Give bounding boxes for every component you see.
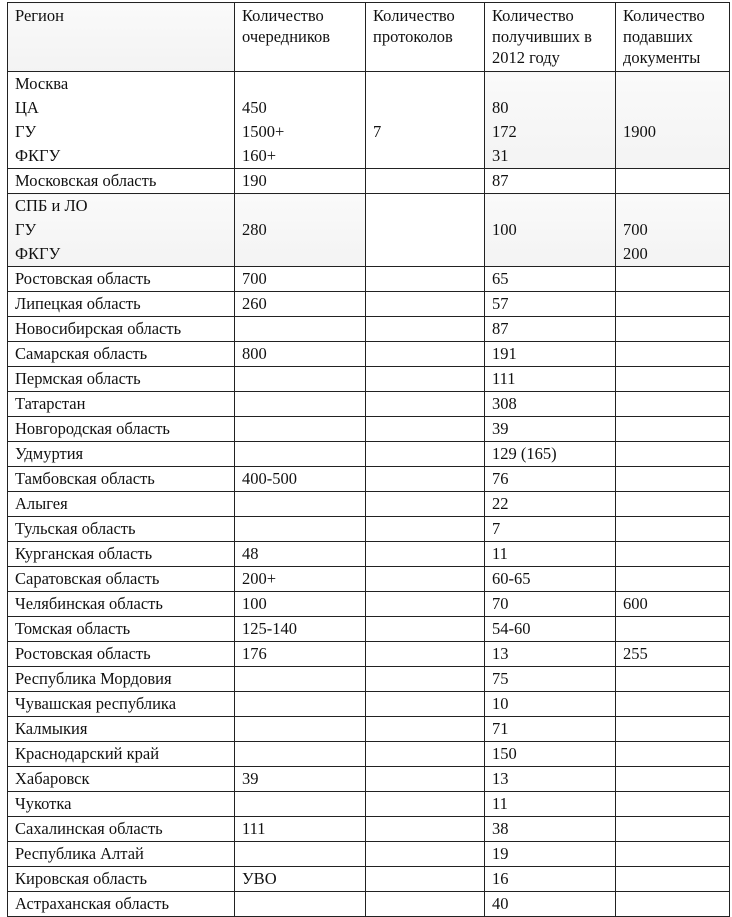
received-cell: 13 xyxy=(485,642,616,667)
queue-cell: 200+ xyxy=(235,567,366,592)
table-row xyxy=(8,792,730,817)
table-row xyxy=(8,617,730,642)
protocols-cell xyxy=(366,842,485,867)
received-cell: 191 xyxy=(485,342,616,367)
received-value: 172 xyxy=(492,122,517,141)
table-row xyxy=(8,767,730,792)
queue-cell xyxy=(235,667,366,692)
protocols-cell xyxy=(366,767,485,792)
table-row xyxy=(8,867,730,892)
submitted-cell xyxy=(616,717,730,742)
table-row xyxy=(8,542,730,567)
region-sub: ГУ xyxy=(15,122,37,141)
spb-region-cell xyxy=(8,194,235,267)
table-row xyxy=(8,567,730,592)
queue-value: 280 xyxy=(242,220,267,239)
protocols-cell xyxy=(366,867,485,892)
submitted-cell xyxy=(616,342,730,367)
received-cell: 70 xyxy=(485,592,616,617)
moscow-received-cell xyxy=(485,72,616,169)
received-cell: 40 xyxy=(485,892,616,917)
submitted-value: 200 xyxy=(623,244,648,263)
header-received: Количество получивших в 2012 году xyxy=(485,3,616,72)
received-value: 31 xyxy=(492,146,509,165)
table-row xyxy=(8,367,730,392)
queue-cell xyxy=(235,492,366,517)
received-cell: 13 xyxy=(485,767,616,792)
received-cell: 111 xyxy=(485,367,616,392)
protocols-cell xyxy=(366,492,485,517)
submitted-cell xyxy=(616,817,730,842)
protocols-cell xyxy=(366,742,485,767)
submitted-cell: 600 xyxy=(616,592,730,617)
protocols-cell xyxy=(366,342,485,367)
submitted-cell xyxy=(616,542,730,567)
queue-cell xyxy=(235,742,366,767)
protocols-cell xyxy=(366,567,485,592)
queue-cell xyxy=(235,792,366,817)
queue-cell: 100 xyxy=(235,592,366,617)
header-submitted: Количество подавших документы xyxy=(616,3,730,72)
submitted-cell xyxy=(616,392,730,417)
queue-cell xyxy=(235,392,366,417)
protocols-cell xyxy=(366,317,485,342)
queue-cell xyxy=(235,367,366,392)
submitted-cell xyxy=(616,442,730,467)
queue-cell: 125-140 xyxy=(235,617,366,642)
queue-cell: УВО xyxy=(235,867,366,892)
protocols-value: 7 xyxy=(373,122,382,141)
queue-cell xyxy=(235,717,366,742)
table-row xyxy=(8,892,730,917)
queue-cell: 190 xyxy=(235,169,366,194)
submitted-cell xyxy=(616,792,730,817)
submitted-cell xyxy=(616,567,730,592)
table-row xyxy=(8,317,730,342)
submitted-cell xyxy=(616,169,730,194)
queue-cell xyxy=(235,517,366,542)
spb-received-cell xyxy=(485,194,616,267)
submitted-cell xyxy=(616,467,730,492)
region-cell: Новосибирская область xyxy=(8,317,235,342)
region-cell: Краснодарский край xyxy=(8,742,235,767)
protocols-cell xyxy=(366,542,485,567)
table-row-moscow xyxy=(8,72,730,169)
protocols-cell xyxy=(366,367,485,392)
queue-cell: 400-500 xyxy=(235,467,366,492)
table-row xyxy=(8,742,730,767)
spb-queue-cell xyxy=(235,194,366,267)
region-sub: ФКГУ xyxy=(15,146,61,165)
received-cell: 16 xyxy=(485,867,616,892)
protocols-cell xyxy=(366,792,485,817)
region-cell: Сахалинская область xyxy=(8,817,235,842)
region-cell: Чувашская республика xyxy=(8,692,235,717)
queue-cell xyxy=(235,442,366,467)
received-cell: 76 xyxy=(485,467,616,492)
region-cell: Пермская область xyxy=(8,367,235,392)
region-name: СПБ и ЛО xyxy=(15,196,88,215)
header-region: Регион xyxy=(8,3,235,72)
table-row xyxy=(8,592,730,617)
table-row xyxy=(8,517,730,542)
table-row xyxy=(8,392,730,417)
region-name: Москва xyxy=(15,74,69,93)
table-row xyxy=(8,442,730,467)
region-cell: Астраханская область xyxy=(8,892,235,917)
received-cell: 11 xyxy=(485,542,616,567)
protocols-cell xyxy=(366,617,485,642)
protocols-cell xyxy=(366,642,485,667)
region-cell: Татарстан xyxy=(8,392,235,417)
received-cell: 129 (165) xyxy=(485,442,616,467)
spb-submitted-cell xyxy=(616,194,730,267)
region-cell: Республика Мордовия xyxy=(8,667,235,692)
received-cell: 7 xyxy=(485,517,616,542)
queue-cell: 800 xyxy=(235,342,366,367)
region-cell: Самарская область xyxy=(8,342,235,367)
queue-cell: 176 xyxy=(235,642,366,667)
protocols-cell xyxy=(366,592,485,617)
received-cell: 54-60 xyxy=(485,617,616,642)
regions-table xyxy=(7,2,730,917)
region-cell: Челябинская область xyxy=(8,592,235,617)
protocols-cell xyxy=(366,442,485,467)
submitted-cell xyxy=(616,267,730,292)
region-cell: Алыгея xyxy=(8,492,235,517)
received-cell: 60-65 xyxy=(485,567,616,592)
protocols-cell xyxy=(366,717,485,742)
queue-cell: 260 xyxy=(235,292,366,317)
table-row xyxy=(8,292,730,317)
region-cell: Московская область xyxy=(8,169,235,194)
queue-cell xyxy=(235,842,366,867)
table-row-spb xyxy=(8,194,730,267)
queue-value: 450 xyxy=(242,98,267,117)
submitted-cell xyxy=(616,417,730,442)
queue-cell: 48 xyxy=(235,542,366,567)
region-cell: Саратовская область xyxy=(8,567,235,592)
region-sub: ЦА xyxy=(15,98,39,117)
protocols-cell xyxy=(366,267,485,292)
region-sub: ГУ xyxy=(15,220,37,239)
table-row xyxy=(8,692,730,717)
protocols-cell xyxy=(366,517,485,542)
protocols-cell xyxy=(366,417,485,442)
table-row xyxy=(8,342,730,367)
submitted-cell xyxy=(616,617,730,642)
region-cell: Томская область xyxy=(8,617,235,642)
table-row xyxy=(8,667,730,692)
region-cell: Ростовская область xyxy=(8,642,235,667)
moscow-region-cell xyxy=(8,72,235,169)
protocols-cell xyxy=(366,169,485,194)
submitted-cell xyxy=(616,742,730,767)
submitted-cell xyxy=(616,317,730,342)
moscow-submitted-cell xyxy=(616,72,730,169)
table-row xyxy=(8,417,730,442)
submitted-cell xyxy=(616,692,730,717)
table-row-mo xyxy=(8,169,730,194)
table-row xyxy=(8,267,730,292)
protocols-cell xyxy=(366,892,485,917)
submitted-cell: 255 xyxy=(616,642,730,667)
protocols-cell xyxy=(366,667,485,692)
region-cell: Курганская область xyxy=(8,542,235,567)
submitted-cell xyxy=(616,517,730,542)
submitted-cell xyxy=(616,842,730,867)
received-cell: 75 xyxy=(485,667,616,692)
region-cell: Липецкая область xyxy=(8,292,235,317)
received-cell: 71 xyxy=(485,717,616,742)
protocols-cell xyxy=(366,692,485,717)
protocols-cell xyxy=(366,817,485,842)
table-row xyxy=(8,717,730,742)
region-cell: Ростовская область xyxy=(8,267,235,292)
region-cell: Тамбовская область xyxy=(8,467,235,492)
header-queue: Количество очередников xyxy=(235,3,366,72)
header-protocols: Количество протоколов xyxy=(366,3,485,72)
table-row xyxy=(8,842,730,867)
protocols-cell xyxy=(366,292,485,317)
received-value: 100 xyxy=(492,220,517,239)
queue-cell xyxy=(235,892,366,917)
received-cell: 38 xyxy=(485,817,616,842)
protocols-cell xyxy=(366,392,485,417)
table-row xyxy=(8,817,730,842)
table-row xyxy=(8,467,730,492)
received-cell: 39 xyxy=(485,417,616,442)
queue-cell: 39 xyxy=(235,767,366,792)
region-cell: Хабаровск xyxy=(8,767,235,792)
submitted-cell xyxy=(616,867,730,892)
queue-cell: 111 xyxy=(235,817,366,842)
moscow-queue-cell xyxy=(235,72,366,169)
received-cell: 57 xyxy=(485,292,616,317)
submitted-cell xyxy=(616,667,730,692)
queue-cell xyxy=(235,317,366,342)
region-sub: ФКГУ xyxy=(15,244,61,263)
received-cell: 87 xyxy=(485,169,616,194)
moscow-protocols-cell xyxy=(366,72,485,169)
region-cell: Тульская область xyxy=(8,517,235,542)
queue-value: 160+ xyxy=(242,146,277,165)
queue-cell: 700 xyxy=(235,267,366,292)
table-row xyxy=(8,642,730,667)
received-value: 80 xyxy=(492,98,509,117)
submitted-value: 700 xyxy=(623,220,648,239)
received-cell: 150 xyxy=(485,742,616,767)
submitted-cell xyxy=(616,767,730,792)
queue-value: 1500+ xyxy=(242,122,285,141)
received-cell: 19 xyxy=(485,842,616,867)
received-cell: 65 xyxy=(485,267,616,292)
received-cell: 10 xyxy=(485,692,616,717)
region-cell: Чукотка xyxy=(8,792,235,817)
received-cell: 11 xyxy=(485,792,616,817)
region-cell: Новгородская область xyxy=(8,417,235,442)
queue-cell xyxy=(235,692,366,717)
header-row xyxy=(8,3,730,72)
queue-cell xyxy=(235,417,366,442)
region-cell: Республика Алтай xyxy=(8,842,235,867)
submitted-cell xyxy=(616,492,730,517)
region-cell: Калмыкия xyxy=(8,717,235,742)
protocols-cell xyxy=(366,467,485,492)
region-cell: Кировская область xyxy=(8,867,235,892)
submitted-cell xyxy=(616,892,730,917)
submitted-value: 1900 xyxy=(623,122,656,141)
table-row xyxy=(8,492,730,517)
submitted-cell xyxy=(616,367,730,392)
received-cell: 22 xyxy=(485,492,616,517)
spb-protocols-cell xyxy=(366,194,485,267)
region-cell: Удмуртия xyxy=(8,442,235,467)
submitted-cell xyxy=(616,292,730,317)
received-cell: 87 xyxy=(485,317,616,342)
received-cell: 308 xyxy=(485,392,616,417)
